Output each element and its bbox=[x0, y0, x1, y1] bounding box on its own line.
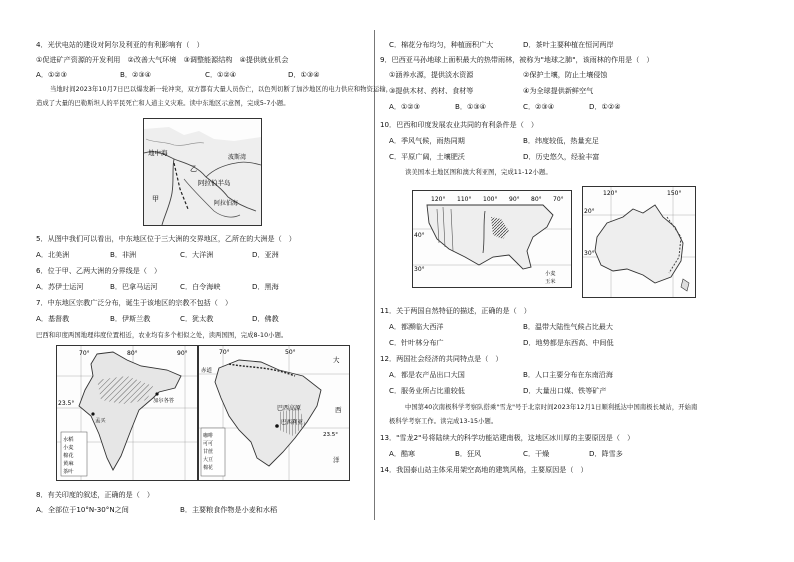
intro-5-line1: 当地时间2023年10月7日巴以爆发新一轮冲突，双方都有大量人员伤亡，以色列切断了加沙地区的电力供应和物资运输， bbox=[50, 86, 393, 93]
usa-map-graphic bbox=[413, 191, 571, 287]
middle-east-map-graphic bbox=[144, 119, 261, 225]
q8-stem: 8．有关印度的叙述，正确的是（ ） bbox=[36, 490, 155, 499]
q10-option-b: B．纬度较低，热量充足 bbox=[523, 136, 599, 145]
q8-option-c: C．棉花分布均匀，种植面积广大 bbox=[389, 40, 494, 49]
map3-label-da: 大 bbox=[333, 356, 340, 364]
q9-option-b: B．①③④ bbox=[455, 102, 487, 111]
q11-option-c: C．针叶林分布广 bbox=[389, 338, 444, 347]
q9-item-2: ②保护土壤，防止土壤侵蚀 bbox=[523, 70, 608, 79]
q6-option-a: A．苏伊士运河 bbox=[36, 282, 84, 291]
intro-5-line2: 造成了大量的巴勒斯坦人的平民死亡和人道主义灾难。读中东地区示意图，完成5-7小题。 bbox=[36, 100, 290, 107]
map4-lat-40: 40° bbox=[414, 232, 425, 239]
map2-legend-tea: 茶叶 bbox=[63, 469, 74, 475]
q4-option-a: A．①②③ bbox=[36, 70, 68, 79]
q11-stem: 11．关于两国自然特征的描述，正确的是（ ） bbox=[380, 306, 531, 315]
map1-label-arabian-sea: 阿拉伯海 bbox=[214, 200, 239, 207]
q8-option-d: D．茶叶主要种植在恒河两岸 bbox=[523, 40, 614, 49]
q11-option-b: B．温带大陆性气候占比最大 bbox=[523, 322, 613, 331]
q12-option-c: C．服务业所占比重较低 bbox=[389, 386, 465, 395]
map2-lon-90: 90° bbox=[177, 350, 188, 357]
q13-option-b: B．狂风 bbox=[455, 449, 482, 458]
q13-stem: 13．"雪龙2"号将陆续大的科学功能站建南极，这地区冰川厚的主要原因是（ ） bbox=[380, 433, 635, 442]
map4-legend-wheat: 小麦 bbox=[545, 271, 556, 277]
map2-lon-70: 70° bbox=[79, 350, 90, 357]
map3-lon-50: 50° bbox=[285, 349, 296, 356]
q13-option-d: D．降雪多 bbox=[589, 449, 623, 458]
q14-stem: 14．我国泰山站主体采用架空高地的建筑风格，主要原因是（ ） bbox=[380, 465, 588, 474]
q9-option-c: C．②③④ bbox=[523, 102, 555, 111]
map3-label-plateau: 巴西高原 bbox=[277, 405, 302, 412]
q6-stem: 6．位于甲、乙两大洲的分界线是（ ） bbox=[36, 266, 162, 275]
map4-legend-corn: 玉米 bbox=[545, 279, 556, 285]
map5-lon-150: 150° bbox=[667, 190, 682, 197]
q7-option-a: A．基督教 bbox=[36, 314, 70, 323]
australia-map-graphic bbox=[583, 187, 695, 297]
map2-legend-jute: 黄麻 bbox=[63, 461, 74, 467]
map2-legend-cotton: 棉花 bbox=[63, 453, 74, 459]
map3-lat-23-5: 23.5° bbox=[323, 432, 338, 438]
map3-legend-coffee: 咖啡 bbox=[203, 433, 214, 439]
map2-label-mumbai: 孟买 bbox=[95, 418, 106, 424]
map4-lon-110: 110° bbox=[457, 196, 472, 203]
q11-option-a: A．都濒临大西洋 bbox=[389, 322, 444, 331]
intro-8: 巴西和印度两国地理纬度位置相近，农业均有多个相似之处，读两国图，完成8-10小题。 bbox=[36, 332, 288, 339]
map5-lon-120: 120° bbox=[603, 190, 618, 197]
map3-label-yang: 洋 bbox=[333, 456, 340, 464]
map1-label-arabia: 阿拉伯半岛 bbox=[198, 179, 231, 187]
india-map bbox=[56, 345, 198, 481]
q10-option-a: A．季风气候，雨热同期 bbox=[389, 136, 465, 145]
q5-stem: 5．从图中我们可以看出，中东地区位于三大洲的交界地区，乙所在的大洲是（ ） bbox=[36, 234, 296, 243]
brazil-map bbox=[198, 345, 350, 481]
map3-label-brasilia: 巴西利亚 bbox=[281, 420, 304, 426]
q11-option-d: D．地势都是东西高、中间低 bbox=[523, 338, 614, 347]
map3-legend-soybean: 大豆 bbox=[203, 457, 214, 463]
map2-label-kolkata: 加尔各答 bbox=[153, 398, 175, 404]
q13-option-a: A．酷寒 bbox=[389, 449, 416, 458]
map4-lon-120: 120° bbox=[431, 196, 446, 203]
q4-option-d: D．①③④ bbox=[288, 70, 320, 79]
brazil-map-graphic bbox=[199, 346, 349, 480]
q5-option-b: B．非洲 bbox=[110, 250, 137, 259]
q9-option-d: D．①②④ bbox=[589, 102, 621, 111]
q9-stem: 9．巴西亚马孙地球上面积最大的热带雨林，被称为"地球之肺"，该雨林的作用是（ ） bbox=[380, 55, 654, 64]
q7-option-c: C．犹太教 bbox=[180, 314, 214, 323]
map4-lon-90: 90° bbox=[509, 196, 520, 203]
map4-lon-70: 70° bbox=[553, 196, 564, 203]
map4-lat-30: 30° bbox=[414, 266, 425, 273]
map1-label-mediterranean: 地中海 bbox=[148, 149, 168, 157]
q5-option-d: D．亚洲 bbox=[252, 250, 279, 259]
map3-label-equator: 赤道 bbox=[201, 368, 213, 374]
australia-map bbox=[582, 186, 696, 298]
q12-stem: 12．两国社会经济的共同特点是（ ） bbox=[380, 354, 503, 363]
q8-option-b: B．主要粮食作物是小麦和水稻 bbox=[180, 505, 278, 514]
q6-option-b: B．巴拿马运河 bbox=[110, 282, 158, 291]
q9-item-1: ①涵养水源，提供淡水资源 bbox=[389, 70, 474, 79]
intro-13-line2: 极科学考察工作。读完成13-15小题。 bbox=[389, 418, 498, 425]
map1-label-persian-gulf: 波斯湾 bbox=[228, 154, 247, 161]
map2-legend-rice: 水稻 bbox=[63, 437, 74, 443]
q9-option-a: A．①②③ bbox=[389, 102, 421, 111]
q7-option-d: D．佛教 bbox=[252, 314, 279, 323]
q4-stem: 4．光伏电站的建设对阿尔及利亚的有利影响有（ ） bbox=[36, 40, 204, 49]
map3-legend-sugarcane: 甘蔗 bbox=[203, 449, 214, 455]
intro-13-line1: 中国第40次南极科学考察队搭乘"雪龙"号于北京时间2023年12月1日顺利抵达中国南极长城站，开始南 bbox=[405, 404, 698, 411]
map3-legend-cocoa: 可可 bbox=[203, 441, 214, 447]
q10-option-c: C．平原广阔，土壤肥沃 bbox=[389, 152, 465, 161]
q13-option-c: C．干燥 bbox=[523, 449, 550, 458]
q8-option-a: A．全部位于10°N-30°N之间 bbox=[36, 505, 129, 514]
map4-lon-80: 80° bbox=[531, 196, 542, 203]
map5-lat-20: 20° bbox=[584, 208, 595, 215]
map3-legend-cotton: 棉花 bbox=[203, 465, 214, 471]
q12-option-a: A．都是农产品出口大国 bbox=[389, 370, 465, 379]
map3-lon-70: 70° bbox=[219, 349, 230, 356]
map4-lon-100: 100° bbox=[483, 196, 498, 203]
q6-option-d: D．黑海 bbox=[252, 282, 279, 291]
q12-option-b: B．人口主要分布在东南沿海 bbox=[523, 370, 613, 379]
map3-label-xi: 西 bbox=[335, 406, 342, 414]
middle-east-map bbox=[143, 118, 262, 226]
q7-stem: 7．中东地区宗教广泛分布，诞生于该地区的宗教不包括（ ） bbox=[36, 298, 233, 307]
q7-option-b: B．伊斯兰教 bbox=[110, 314, 151, 323]
q9-item-3: ③提供木材、药材、食材等 bbox=[389, 86, 474, 95]
map2-lon-80: 80° bbox=[127, 350, 138, 357]
usa-map bbox=[412, 190, 572, 288]
map5-lat-30: 30° bbox=[584, 250, 595, 257]
map1-label-yi: 乙 bbox=[190, 165, 197, 173]
intro-11: 读美国本土地区图和澳大利亚图，完成11-12小题。 bbox=[405, 169, 552, 176]
q4-option-c: C．①②④ bbox=[205, 70, 237, 79]
map2-legend-wheat: 小麦 bbox=[63, 445, 74, 451]
q5-option-c: C．大洋洲 bbox=[180, 250, 214, 259]
india-map-graphic bbox=[57, 346, 197, 480]
q10-stem: 10．巴西和印度发展农业共同的有利条件是（ ） bbox=[380, 120, 538, 129]
column-divider bbox=[374, 30, 375, 520]
q5-option-a: A．北美洲 bbox=[36, 250, 70, 259]
q4-items: ①促进矿产资源的开发利用 ②改善大气环境 ③调整能源结构 ④提供就业机会 bbox=[36, 55, 289, 64]
q10-option-d: D．历史悠久，经验丰富 bbox=[523, 152, 600, 161]
q6-option-c: C．白令海峡 bbox=[180, 282, 221, 291]
q4-option-b: B．②③④ bbox=[120, 70, 152, 79]
q9-item-4: ④为全球提供新鲜空气 bbox=[523, 86, 594, 95]
q12-option-d: D．大量出口煤、铁等矿产 bbox=[523, 386, 607, 395]
map1-label-jia: 甲 bbox=[152, 195, 159, 203]
map2-lat-23-5: 23.5° bbox=[58, 400, 75, 407]
